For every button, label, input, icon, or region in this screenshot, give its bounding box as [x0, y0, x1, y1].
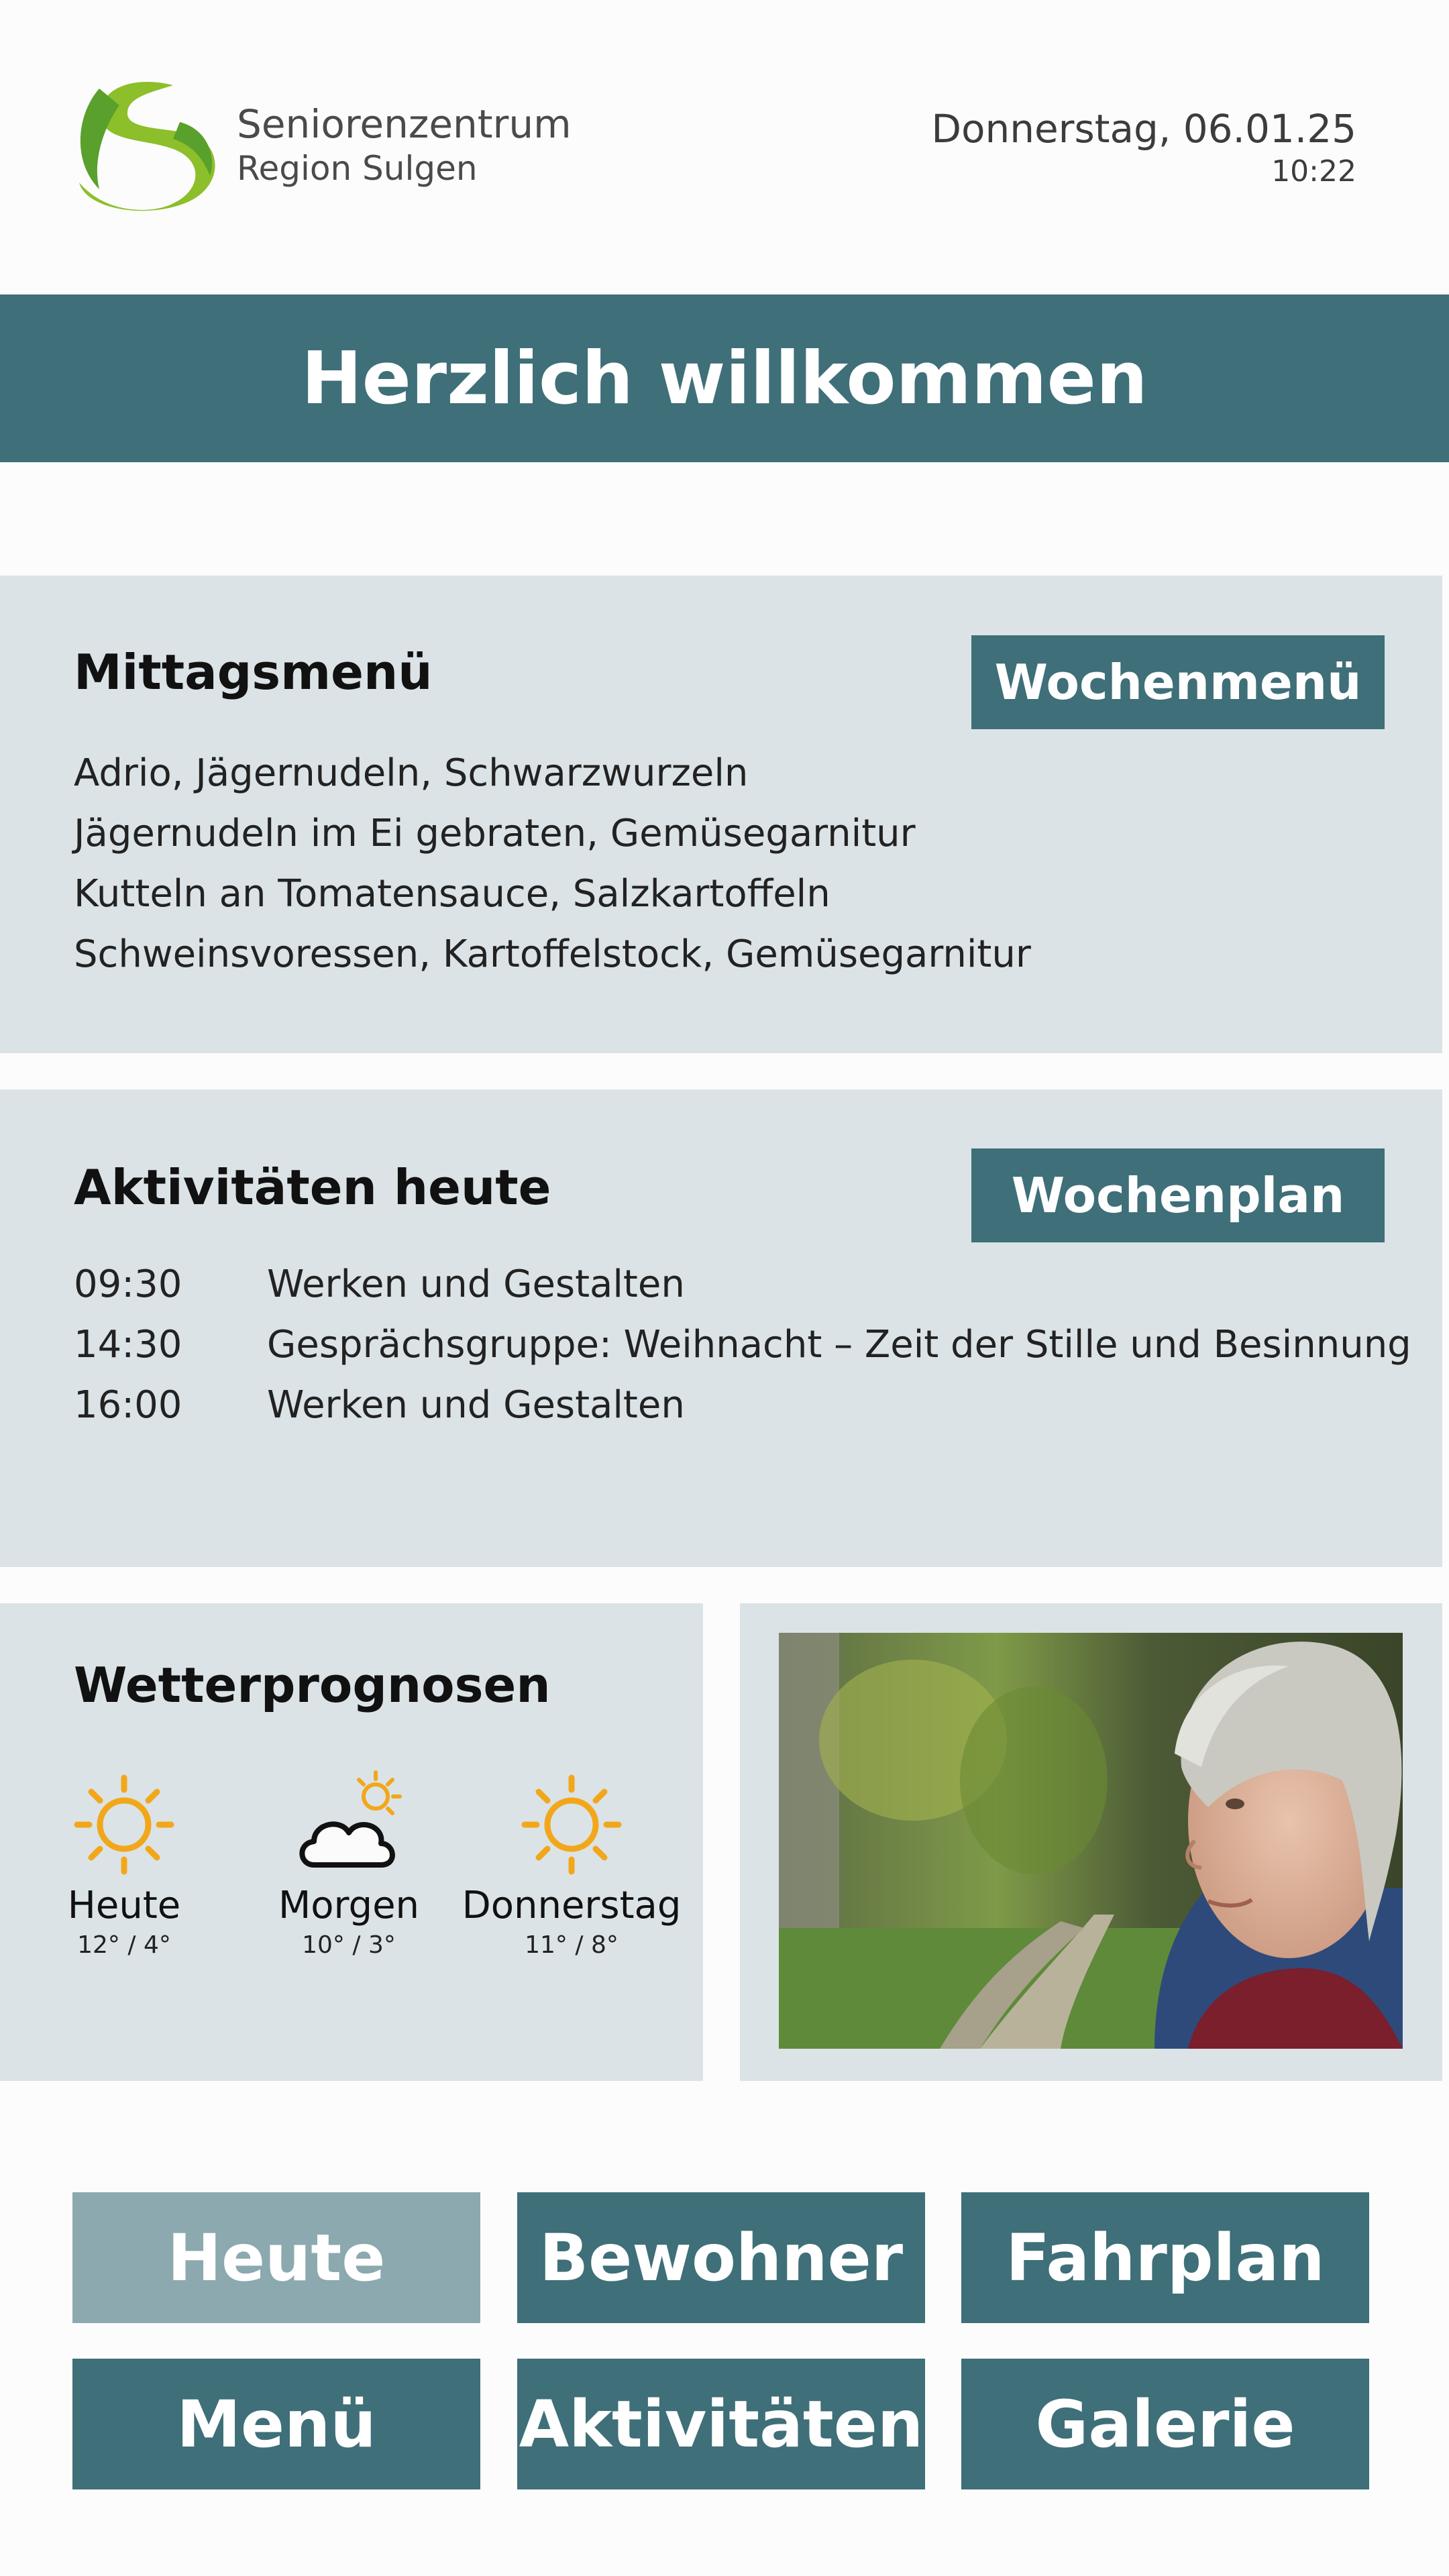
organization-name: Seniorenzentrum — [237, 101, 572, 147]
weekly-menu-button[interactable]: Wochenmenü — [971, 635, 1385, 729]
list-item: Kutteln an Tomatensauce, Salzkartoffeln — [74, 872, 830, 916]
activity-name: Werken und Gestalten — [267, 1263, 685, 1306]
sun-icon — [518, 1771, 625, 1878]
organization-logo — [72, 75, 220, 213]
nav-menu-button[interactable]: Menü — [72, 2359, 480, 2489]
weather-day-name: Heute — [67, 1884, 181, 1927]
weekly-plan-button[interactable]: Wochenplan — [971, 1148, 1385, 1242]
nav-today-button[interactable]: Heute — [72, 2192, 480, 2323]
weather-day-temp: 12° / 4° — [77, 1931, 171, 1959]
weather-day — [37, 1884, 211, 1959]
list-item: Schweinsvoressen, Kartoffelstock, Gemüsegarnitur — [74, 932, 1031, 976]
current-date: Donnerstag, 06.01.25 — [931, 106, 1356, 152]
nav-gallery-button[interactable]: Galerie — [961, 2359, 1369, 2489]
nav-activities-button[interactable]: Aktivitäten — [517, 2359, 925, 2489]
activity-name: Werken und Gestalten — [267, 1383, 685, 1427]
current-time: 10:22 — [1271, 154, 1356, 189]
weather-day — [458, 1884, 686, 1959]
weather-day-temp: 11° / 8° — [525, 1931, 619, 1959]
lunch-menu-title: Mittagsmenü — [74, 644, 433, 700]
nav-residents-button[interactable]: Bewohner — [517, 2192, 925, 2323]
activity-time: 14:30 — [74, 1323, 182, 1366]
weather-day-name: Donnerstag — [462, 1884, 682, 1927]
activity-row — [74, 1254, 1411, 1315]
activity-row — [74, 1315, 1411, 1375]
welcome-title: Herzlich willkommen — [301, 336, 1148, 421]
activity-time: 16:00 — [74, 1383, 182, 1427]
cloud-sun-icon — [294, 1764, 415, 1878]
activities-title: Aktivitäten heute — [74, 1159, 551, 1216]
senior-woman-photo — [779, 1633, 1403, 2049]
list-item: Adrio, Jägernudeln, Schwarzwurzeln — [74, 751, 749, 795]
list-item: Jägernudeln im Ei gebraten, Gemüsegarnitur — [74, 812, 916, 855]
activities-list — [74, 1254, 1411, 1436]
sun-icon — [70, 1771, 178, 1878]
activity-time: 09:30 — [74, 1263, 182, 1306]
weather-title: Wetterprognosen — [74, 1657, 551, 1713]
welcome-banner — [0, 294, 1449, 462]
weather-day-name: Morgen — [278, 1884, 420, 1927]
nav-timetable-button[interactable]: Fahrplan — [961, 2192, 1369, 2323]
weather-day — [258, 1884, 439, 1959]
activity-row — [74, 1375, 1411, 1436]
weather-day-temp: 10° / 3° — [302, 1931, 396, 1959]
lunch-menu-list — [74, 743, 1031, 985]
activity-name: Gesprächsgruppe: Weihnacht – Zeit der Stille und Besinnung — [267, 1323, 1411, 1366]
organization-region: Region Sulgen — [237, 149, 478, 188]
